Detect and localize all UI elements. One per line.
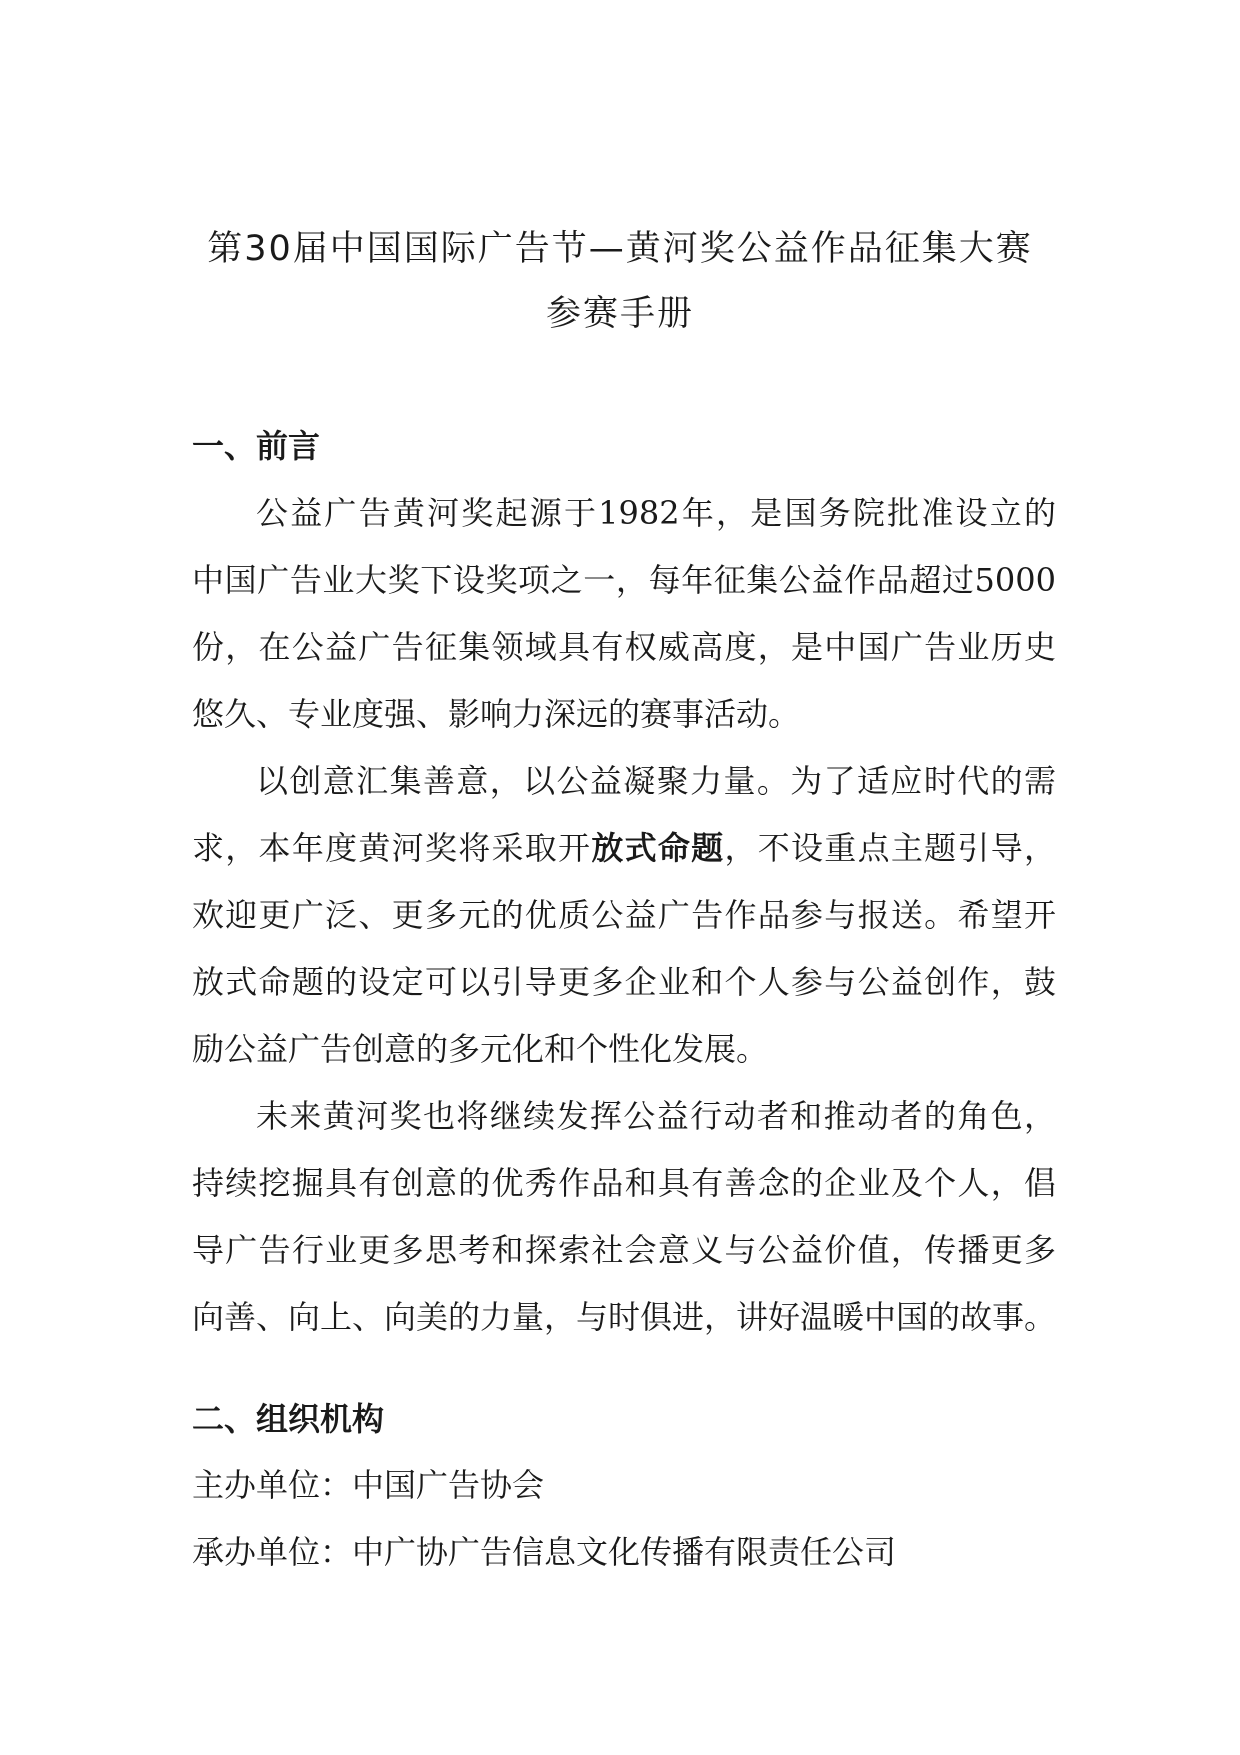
organizer-organization: 承办单位：中广协广告信息文化传播有限责任公司	[192, 1533, 897, 1571]
host-organization: 主办单位：中国广告协会	[192, 1466, 545, 1504]
section-heading-preface: 一、前言	[192, 427, 321, 465]
paragraph-line: 公益广告黄河奖起源于1982年，是国务院批准设立的	[256, 494, 1056, 532]
paragraph-line: 导广告行业更多思考和探索社会意义与公益价值，传播更多	[192, 1231, 1056, 1269]
paragraph-line: 励公益广告创意的多元化和个性化发展。	[192, 1030, 769, 1068]
document-title: 第30届中国国际广告节—黄河奖公益作品征集大赛	[207, 229, 1033, 269]
paragraph-line	[192, 829, 1056, 867]
paragraph-line: 欢迎更广泛、更多元的优质公益广告作品参与报送。希望开	[192, 896, 1056, 934]
paragraph-line: 以创意汇集善意，以公益凝聚力量。为了适应时代的需	[256, 762, 1056, 800]
paragraph-line: 份，在公益广告征集领域具有权威高度，是中国广告业历史	[192, 628, 1056, 666]
paragraph-line: 放式命题的设定可以引导更多企业和个人参与公益创作，鼓	[192, 963, 1056, 1001]
paragraph-line: 未来黄河奖也将继续发挥公益行动者和推动者的角色，	[256, 1097, 1056, 1135]
paragraph-line: 悠久、专业度强、影响力深远的赛事活动。	[192, 695, 801, 733]
text-run: ，不设重点主题引导，	[724, 829, 1056, 867]
text-run: 求，本年度黄河奖将采取开	[192, 829, 592, 867]
document-subtitle: 参赛手册	[545, 294, 694, 334]
section-heading-organization: 二、组织机构	[192, 1400, 385, 1438]
paragraph-line: 持续挖掘具有创意的优秀作品和具有善念的企业及个人，倡	[192, 1164, 1056, 1202]
bold-text-run: 放式命题	[591, 829, 725, 867]
paragraph-line: 中国广告业大奖下设奖项之一，每年征集公益作品超过5000	[192, 561, 1056, 599]
paragraph-line: 向善、向上、向美的力量，与时俱进，讲好温暖中国的故事。	[192, 1298, 1057, 1336]
